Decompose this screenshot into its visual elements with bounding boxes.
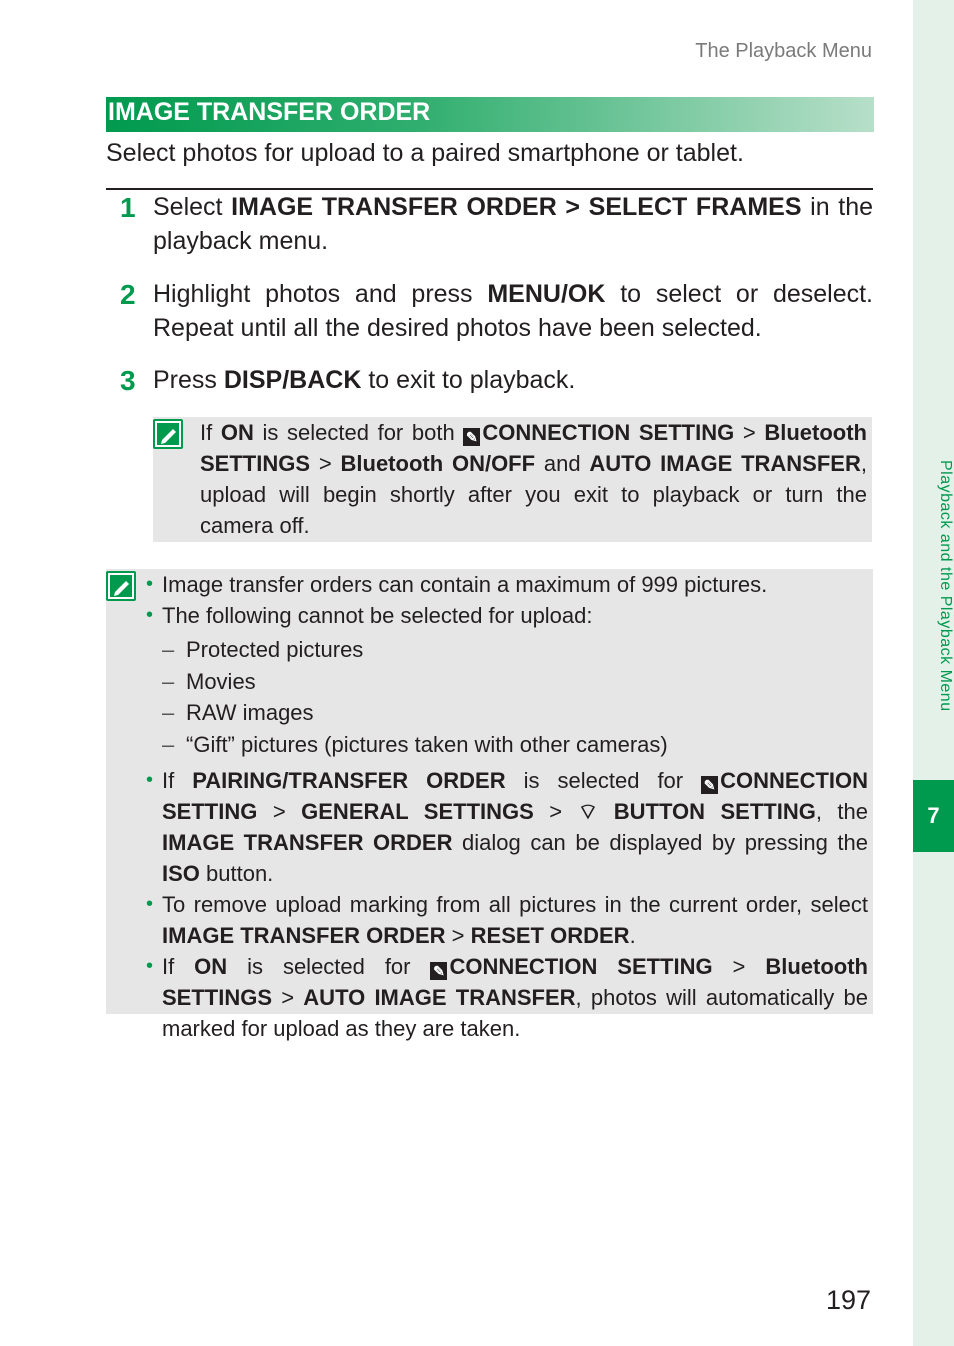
- sub-item-text: Protected pictures: [186, 637, 364, 662]
- step-number-3: 3: [120, 365, 136, 396]
- step-3-text-b: to exit to playback.: [361, 366, 576, 394]
- note-pencil-icon: [153, 419, 183, 449]
- step-3-text-a: Press: [153, 366, 224, 394]
- section-title-bar: [106, 97, 874, 132]
- bullet-icon: •: [146, 893, 154, 915]
- note-1-seg: and: [535, 451, 590, 476]
- step-1-text-b: in the playback menu.: [153, 193, 874, 255]
- seg: , the: [815, 799, 868, 824]
- seg: >: [272, 985, 304, 1010]
- list-item: [146, 600, 868, 631]
- dash-icon: –: [162, 731, 175, 757]
- step-1-text-a: Select: [153, 193, 232, 221]
- bullet-icon: •: [146, 955, 154, 977]
- step-3: [153, 363, 873, 397]
- connection-setting-icon: ✎: [463, 428, 480, 446]
- note-1-text: [200, 417, 867, 541]
- note-1-auto-transfer: AUTO IMAGE TRANSFER: [589, 451, 861, 476]
- seg: >: [712, 954, 766, 979]
- list-item: [146, 569, 868, 600]
- sub-list-item: [146, 666, 868, 698]
- seg-bold: GENERAL SETTINGS: [301, 799, 534, 824]
- bullet-icon: •: [146, 573, 154, 595]
- seg: button.: [199, 861, 274, 886]
- seg-bold: BUTTON SETTING: [613, 799, 816, 824]
- seg-bold: CONNECTION SETTING: [449, 954, 713, 979]
- bullet-icon: •: [146, 604, 154, 626]
- dash-icon: –: [162, 637, 175, 662]
- seg: .: [629, 923, 636, 948]
- bullet-text: Image transfer orders can contain a maximum of 999 pictures.: [162, 572, 768, 597]
- seg-bold: IMAGE TRANSFER ORDER: [162, 923, 446, 948]
- seg-bold: Bluetooth SETTINGS: [162, 954, 868, 1010]
- step-1: [153, 190, 873, 258]
- note-2-list: [146, 569, 868, 1044]
- seg-bold: PAIRING/TRANSFER ORDER: [192, 768, 506, 793]
- seg: >: [445, 923, 471, 948]
- note-box-1: [153, 417, 872, 542]
- seg: >: [257, 799, 302, 824]
- list-item: [146, 889, 868, 951]
- note-1-seg: , upload will begin shortly after you exit to playback or turn the camera off.: [200, 451, 867, 538]
- note-1-seg: If: [200, 420, 221, 445]
- sub-item-text: “Gift” pictures (pictures taken with other cameras): [186, 731, 668, 757]
- sub-list-item: [146, 697, 868, 729]
- chapter-number: 7: [913, 780, 954, 852]
- step-2-text-a: Highlight photos and press: [153, 280, 488, 308]
- sub-item-text: Movies: [186, 668, 256, 694]
- seg-bold: RESET ORDER: [470, 923, 630, 948]
- connection-setting-icon: ✎: [701, 776, 718, 794]
- seg-bold: ON: [194, 954, 228, 979]
- step-2-text-b: to select or deselect. Repeat until all the desired photos have been selected.: [153, 280, 874, 342]
- step-2: [153, 277, 873, 345]
- connection-setting-icon: ✎: [430, 962, 447, 980]
- bullet-text: The following cannot be selected for upload:: [162, 603, 593, 628]
- sub-list-item: [146, 729, 868, 761]
- seg: >: [533, 799, 578, 824]
- seg: is selected for: [505, 768, 702, 793]
- chapter-title: Playback and the Playback Menu: [937, 460, 954, 712]
- note-pencil-icon: [106, 571, 136, 601]
- seg: dialog can be displayed by pressing the: [452, 830, 868, 855]
- note-1-bluetooth-onoff: Bluetooth ON/OFF: [340, 451, 536, 476]
- note-1-bluetooth-settings: Bluetooth SETTINGS: [200, 420, 867, 476]
- step-number-2: 2: [120, 279, 136, 310]
- sub-list-item: [146, 634, 868, 666]
- seg-bold: CONNECTION SETTING: [162, 768, 869, 824]
- note-1-seg: >: [734, 420, 765, 445]
- step-3-button-name: DISP/BACK: [223, 366, 362, 394]
- seg-bold: ISO: [162, 861, 200, 886]
- step-2-button-name: MENU/OK: [487, 280, 606, 308]
- seg: is selected for: [227, 954, 431, 979]
- dash-icon: –: [162, 700, 175, 725]
- note-1-seg: >: [310, 451, 341, 476]
- step-1-menu-path: IMAGE TRANSFER ORDER > SELECT FRAMES: [231, 193, 802, 221]
- section-title: IMAGE TRANSFER ORDER: [108, 98, 431, 126]
- note-box-2: [106, 569, 873, 1041]
- seg-bold: IMAGE TRANSFER ORDER: [162, 830, 453, 855]
- seg-bold: AUTO IMAGE TRANSFER: [303, 985, 576, 1010]
- page-number: 197: [826, 1285, 872, 1315]
- list-item: [146, 765, 868, 889]
- wireless-icon: ⌔: [577, 799, 614, 824]
- seg: If: [162, 768, 193, 793]
- list-item: [146, 951, 868, 1044]
- seg: To remove upload marking from all pictures in the current order, select: [162, 892, 868, 917]
- note-1-on: ON: [220, 420, 254, 445]
- sub-item-text: RAW images: [186, 700, 314, 725]
- bullet-icon: •: [146, 769, 154, 791]
- step-number-1: 1: [120, 192, 136, 223]
- note-1-connection-setting: CONNECTION SETTING: [482, 420, 735, 445]
- note-1-seg: is selected for both: [253, 420, 464, 445]
- intro-text: Select photos for upload to a paired smartphone or tablet.: [106, 139, 744, 167]
- dash-icon: –: [162, 668, 175, 694]
- seg: If: [162, 954, 195, 979]
- seg: , photos will automatically be marked for upload as they are taken.: [162, 985, 868, 1041]
- running-head: The Playback Menu: [695, 40, 872, 62]
